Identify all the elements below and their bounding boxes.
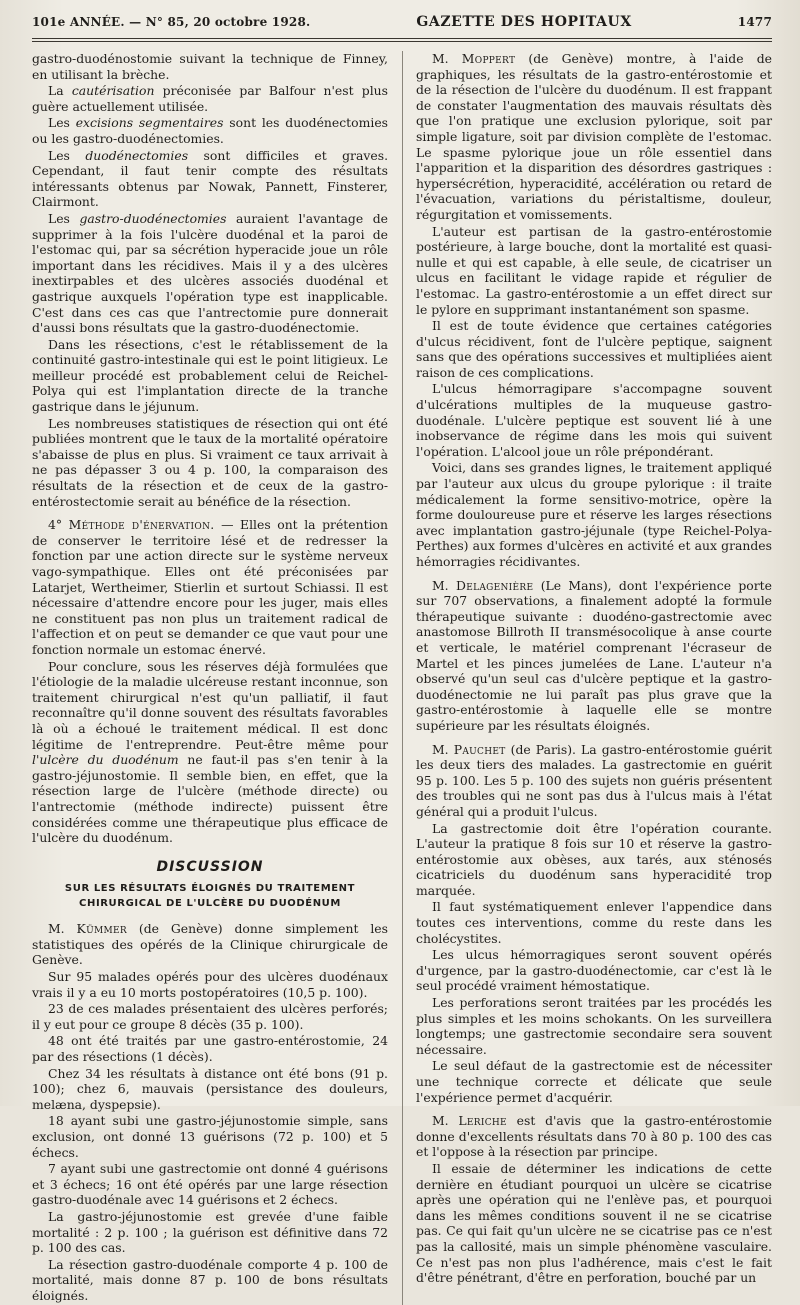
author-name: Moppert	[461, 51, 516, 66]
running-header	[32, 14, 772, 34]
discussion-title: DISCUSSION	[156, 858, 264, 875]
header-rule-thin	[32, 41, 772, 42]
paragraph: 4° Méthode d'énervation. — Elles ont la prétention de conserver le territoire lésé et de redresser la fonction par une action directe sur le système nerveux vago-sympathique. Elles ont été préconisées par Latarjet, Wertheimer, Stierlin et surtout Schiassi. Il est nécessaire d'attendre encore pour les juger, mais elles ne constituent pas non plus un traitement radical de l'affection et on peut se demander ce que vaut pour une fonction normale un estomac énervé.	[32, 517, 388, 657]
paragraph: Les perforations seront traitées par les procédés les plus simples et les moins schokants. On les surveillera longtemps; une gastrectomie secondaire sera souvent nécessaire.	[416, 995, 772, 1057]
paragraph: Pour conclure, sous les réserves déjà formulées que l'étiologie de la maladie ulcéreuse restant inconnue, son traitement chirurgical n'est qu'un palliatif, il faut reconnaître qu'il donne souvent des résultats favorables là où a échoué le traitement médical. Il est donc légitime de l'entreprendre. Peut-être même pour l'ulcère du duodénum ne faut-il pas s'en tenir à la gastro-jéjunostomie. Il semble bien, en effet, que la résection large de l'ulcère (méthode directe) ou l'antrectomie (méthode indirecte) puissent être considérées comme une thérapeutique plus efficace de l'ulcère du duodénum.	[32, 658, 388, 846]
journal-title: GAZETTE DES HOPITAUX	[416, 14, 632, 30]
paragraph: Les ulcus hémorragiques seront souvent opérés d'urgence, par la gastro-duodénectomie, car c'est là le seul procédé vraiment hémostatique.	[416, 947, 772, 994]
paragraph: Les gastro-duodénectomies auraient l'avantage de supprimer à la fois l'ulcère duodénal et la paroi de l'estomac qui, par sa sécrétion hyperacide joue un rôle important dans les récidives. Mais il y a des ulcères inextirpables et des ulcères associés duodénal et gastrique auxquels l'opération type est inapplicable. C'est dans ces cas que l'antrectomie pure donnerait d'aussi bons résultats que la gastro-duodénectomie.	[32, 210, 388, 336]
paragraph: Dans les résections, c'est le rétablissement de la continuité gastro-intestinale qui est le point litigieux. Le meilleur procédé est probablement celui de Reichel-Polya qui est l'implantation directe de la tranche gastrique dans le jéjunum.	[32, 336, 388, 415]
paragraph: La cautérisation préconisée par Balfour n'est plus guère actuellement utilisée.	[32, 83, 388, 114]
paragraph: L'ulcus hémorragipare s'accompagne souvent d'ulcérations multiples de la muqueuse gastro-duodénale. L'ulcère peptique est souvent lié à une inobservance de régime dans les mois qui suivent l'opération. L'alcool joue un rôle prépondérant.	[416, 381, 772, 459]
paragraph: Voici, dans ses grandes lignes, le traitement appliqué par l'auteur aux ulcus du groupe pylorique : il traite médicalement la forme sensitivo-motrice, opère la forme douloureuse pure et réserve les larges résections avec implantation gastro-jéjunale (type Reichel-Polya-Perthes) aux formes d'ulcères en activité et aux grandes hémorragies récidivantes.	[416, 460, 772, 569]
paragraph: M. Leriche est d'avis que la gastro-entérostomie donne d'excellents résultats dans 70 à 80 p. 100 des cas et l'oppose à la résection par principe.	[416, 1113, 772, 1160]
right-column	[416, 51, 772, 1305]
paragraph: M. Delagenière (Le Mans), dont l'expérience porte sur 707 observations, a finalement adopté la formule thérapeutique suivante : duodéno-gastrectomie avec anastomose Billroth II transmésocolique à anse courte et verticale, le matériel comprenant l'écraseur de Martel et les pinces jumelées de Lane. L'auteur n'a observé qu'un seul cas d'ulcère peptique et la gastro-duodénectomie ne lui paraît pas plus grave que la gastro-entérostomie à laquelle elle se montre supérieure par les résultats éloignés.	[416, 577, 772, 733]
paragraph: Les nombreuses statistiques de résection qui ont été publiées montrent que le taux de la mortalité opératoire s'abaisse de plus en plus. Si vraiment ce taux arrivait à ne pas dépasser 3 ou 4 p. 100, la comparaison des résultats de la résection et de ceux de la gastro-entérostectomie serait au bénéfice de la résection.	[32, 415, 388, 509]
discussion-subtitle: SUR LES RÉSULTATS ÉLOIGNÉS DU TRAITEMENT CHIRURGICAL DE L'ULCÈRE DU DUODÉNUM	[64, 883, 356, 910]
author-name: Leriche	[458, 1113, 507, 1129]
author-name: Pauchet	[453, 741, 506, 757]
paragraph: Il faut systématiquement enlever l'appendice dans toutes ces interventions, comme du reste dans les cholécystites.	[416, 899, 772, 946]
page-number: 1477	[737, 15, 772, 29]
header-rule	[32, 38, 772, 39]
paragraph: M. Pauchet (de Paris). La gastro-entérostomie guérit les deux tiers des malades. La gastrectomie en guérit 95 p. 100. Les 5 p. 100 des sujets non guéris présentent des troubles qui ne sont pas dus à l'ulcus mais à l'état général qui a produit l'ulcus.	[416, 741, 772, 819]
author-name: Kümmer	[76, 921, 127, 937]
paragraph: Le seul défaut de la gastrectomie est de nécessiter une technique correcte et délicate que seule l'expérience permet d'acquérir.	[416, 1058, 772, 1105]
paragraph: Les excisions segmentaires sont les duodénectomies ou les gastro-duodénectomies.	[32, 115, 389, 146]
paragraph: La résection gastro-duodénale comporte 4 p. 100 de mortalité, mais donne 87 p. 100 de bons résultats éloignés.	[32, 1256, 388, 1303]
column-divider	[402, 51, 403, 1305]
paragraph: Il essaie de déterminer les indications de cette dernière en étudiant pourquoi un ulcère se cicatrise après une opération qui ne l'enlève pas, et pourquoi dans les mêmes conditions souvent il ne se cicatrise pas. Ce qui fait qu'un ulcère ne se cicatrise pas ce n'est pas la callosité, mais un simple phénomène vasculaire. Ce n'est pas non plus l'adhérence, mais c'est le fait d'être pénétrant, d'être en perforation, bouché par un	[416, 1160, 772, 1286]
emphasis: excisions segmentaires	[75, 115, 224, 131]
paragraph: La gastrectomie doit être l'opération courante. L'auteur la pratique 8 fois sur 10 et réserve la gastro-entérostomie aux obèses, aux tarés, aux sténosés cicatriciels du duodénum sans hyperacidité trop marquée.	[416, 820, 772, 898]
text-columns	[32, 51, 772, 1305]
emphasis: gastro-duodénectomies	[79, 210, 227, 226]
issue-info: 101e ANNÉE. — N° 85, 20 octobre 1928.	[32, 15, 311, 29]
paragraph: M. Moppert (de Genève) montre, à l'aide de graphiques, les résultats de la gastro-entérostomie et de la résection de l'ulcère du duodénum. Il est frappant de constater l'augmentation des mauvais résultats dès que l'on pratique une exclusion pylorique, soit par simple ligature, soit par division complète de l'estomac. Le spasme pylorique joue un rôle essentiel dans l'apparition et la disparition des désordres gastriques : hypersécrétion, hyperacidité, accélération ou retard de l'évacuation, variations du péristaltisme, douleur, régurgitation et vomissements.	[416, 51, 772, 222]
paragraph: Sur 95 malades opérés pour des ulcères duodénaux vrais il y a eu 10 morts postopératoires (10,5 p. 100).	[32, 969, 388, 1000]
emphasis: duodénectomies	[85, 147, 189, 163]
section-heading: Méthode d'énervation.	[68, 517, 215, 533]
paragraph: 48 ont été traités par une gastro-entérostomie, 24 par des résections (1 décès).	[32, 1033, 388, 1065]
paragraph: 7 ayant subi une gastrectomie ont donné 4 guérisons et 3 échecs; 16 ont été opérés par une large résection gastro-duodénale avec 14 guérisons et 2 échecs.	[32, 1161, 388, 1208]
author-name: Delagenière	[455, 577, 534, 593]
paragraph: Il est de toute évidence que certaines catégories d'ulcus récidivent, font de l'ulcère peptique, saignent sans que des opérations successives et multipliées aient raison de ces complications.	[416, 318, 772, 380]
paragraph: M. Kümmer (de Genève) donne simplement les statistiques des opérés de la Clinique chirurgicale de Genève.	[32, 921, 388, 968]
paragraph: Les duodénectomies sont difficiles et graves. Cependant, il faut tenir compte des résultats intéressants obtenus par Nowak, Pannett, Finsterer, Clairmont.	[32, 147, 389, 210]
paragraph: 18 ayant subi une gastro-jéjunostomie simple, sans exclusion, ont donné 13 guérisons (72 p. 100) et 5 échecs.	[32, 1113, 388, 1160]
paragraph: gastro-duodénostomie suivant la technique de Finney, en utilisant la brèche.	[32, 51, 388, 82]
emphasis: cautérisation	[71, 83, 155, 99]
left-column	[32, 51, 388, 1305]
paragraph: 23 de ces malades présentaient des ulcères perforés; il y eut pour ce groupe 8 décès (35 p. 100).	[32, 1001, 388, 1032]
paragraph: Chez 34 les résultats à distance ont été bons (91 p. 100); chez 6, mauvais (persistance des douleurs, melæna, dyspepsie).	[32, 1065, 388, 1112]
paragraph: La gastro-jéjunostomie est grevée d'une faible mortalité : 2 p. 100 ; la guérison est définitive dans 72 p. 100 des cas.	[32, 1208, 388, 1256]
paragraph: L'auteur est partisan de la gastro-entérostomie postérieure, à large bouche, dont la mortalité est quasi-nulle et qui est capable, à elle seule, de cicatriser un ulcus en facilitant le vidage rapide et régulier de l'estomac. La gastro-entérostomie a un effet direct sur le pylore en supprimant instantanément son spasme.	[416, 223, 772, 317]
emphasis: l'ulcère du duodénum	[32, 752, 179, 768]
